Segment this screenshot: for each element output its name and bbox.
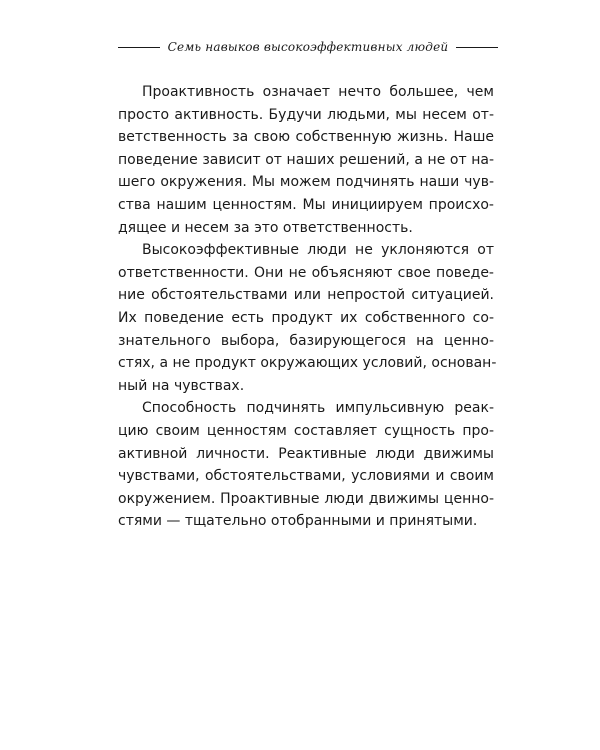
text-line: дящее и несем за это ответственность. xyxy=(118,219,413,236)
text-line: стях, а не продукт окружающих условий, основан- xyxy=(118,355,497,372)
text-line: знательного выбора, базирующегося на ценно- xyxy=(118,332,494,349)
body-text xyxy=(118,81,497,533)
text-line: шего окружения. Мы можем подчинять наши чув- xyxy=(118,174,494,191)
text-line: просто активность. Будучи людьми, мы несем от- xyxy=(118,106,494,123)
text-line: ответственности. Они не объясняют свое поведе- xyxy=(118,264,494,281)
running-header xyxy=(118,36,498,58)
text-line: ветственность за свою собственную жизнь. Наше xyxy=(118,129,494,146)
header-rule-left xyxy=(118,47,160,48)
text-line: поведение зависит от наших решений, а не от на- xyxy=(118,151,494,168)
text-line: стями — тщательно отобранными и принятыми. xyxy=(118,513,478,530)
running-title: Семь навыков высокоэффективных людей xyxy=(167,40,449,54)
text-line: Способность подчинять импульсивную реак- xyxy=(142,400,494,417)
text-line: ный на чувствах. xyxy=(118,377,245,394)
text-line: ние обстоятельствами или непростой ситуацией. xyxy=(118,287,494,304)
text-line: ства нашим ценностям. Мы инициируем происхо- xyxy=(118,196,494,213)
text-line: Высокоэффективные люди не уклоняются от xyxy=(142,242,494,259)
text-line: Их поведение есть продукт их собственного со- xyxy=(118,309,494,326)
text-line: активной личности. Реактивные люди движимы xyxy=(118,445,494,462)
header-rule-right xyxy=(456,47,498,48)
paragraph-2 xyxy=(118,239,497,397)
text-line: Проактивность означает нечто большее, чем xyxy=(142,84,494,100)
paragraph-1 xyxy=(118,81,494,239)
text-line: окружением. Проактивные люди движимы ценно- xyxy=(118,490,494,507)
paragraph-3 xyxy=(118,397,494,533)
text-line: цию своим ценностям составляет сущность про- xyxy=(118,422,494,439)
text-line: чувствами, обстоятельствами, условиями и своим xyxy=(118,468,494,485)
